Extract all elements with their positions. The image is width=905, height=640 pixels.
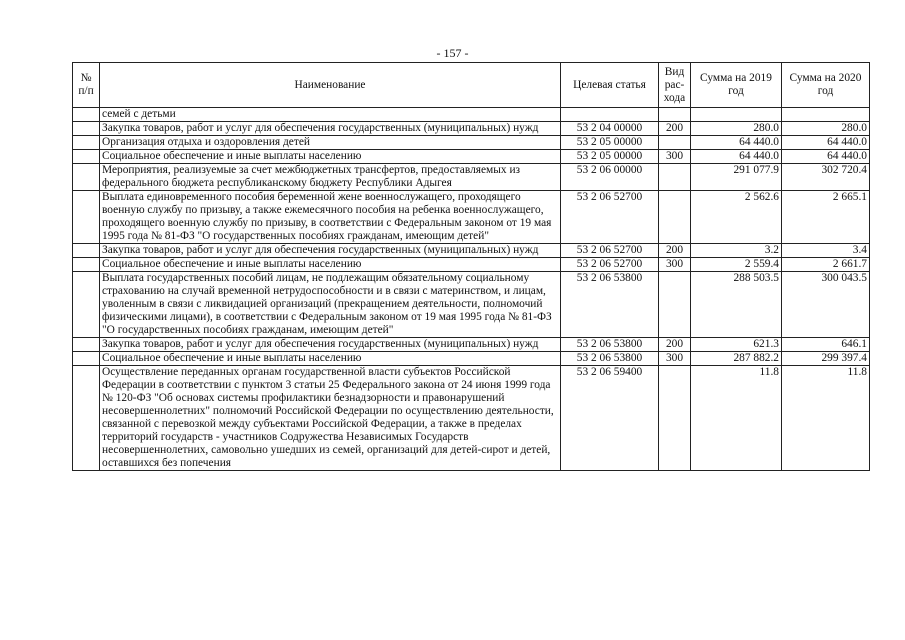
row-sum-2019-cell: 280.0 [691, 122, 782, 136]
row-vid-cell: 300 [659, 150, 691, 164]
row-sum-2020-cell: 64 440.0 [782, 150, 870, 164]
row-num-cell [73, 352, 100, 366]
row-sum-2019-cell: 291 077.9 [691, 164, 782, 191]
row-sum-2020-cell: 280.0 [782, 122, 870, 136]
row-code-cell: 53 2 05 00000 [561, 150, 659, 164]
row-code-cell: 53 2 06 52700 [561, 191, 659, 244]
table-row [73, 164, 870, 191]
header-vid: Вид рас-хода [659, 63, 691, 108]
row-num-cell [73, 136, 100, 150]
row-vid-cell: 200 [659, 122, 691, 136]
row-name-cell: семей с детьми [100, 108, 561, 122]
table-row [73, 272, 870, 338]
row-name-cell: Социальное обеспечение и иные выплаты населению [100, 150, 561, 164]
page-number: - 157 - [436, 46, 469, 60]
table-row [73, 352, 870, 366]
row-code-cell: 53 2 06 52700 [561, 258, 659, 272]
row-num-cell [73, 366, 100, 471]
row-code-cell: 53 2 06 53800 [561, 338, 659, 352]
table-row [73, 191, 870, 244]
row-vid-cell: 200 [659, 244, 691, 258]
row-name-cell: Выплата государственных пособий лицам, не подлежащим обязательному социальному страхованию на случай временной нетрудоспособности и в связи с материнством, и лицам, уволенным в связи с ликвидацией организаций (прекращением деятельности, полномочий физическими лицами), в соответствии с Федеральным законом от 19 мая 1995 года № 81-ФЗ "О государственных пособиях гражданам, имеющим детей" [100, 272, 561, 338]
row-name-cell: Закупка товаров, работ и услуг для обеспечения государственных (муниципальных) нужд [100, 338, 561, 352]
row-vid-cell [659, 191, 691, 244]
row-sum-2020-cell: 3.4 [782, 244, 870, 258]
row-sum-2020-cell: 299 397.4 [782, 352, 870, 366]
row-code-cell: 53 2 06 52700 [561, 244, 659, 258]
table-row [73, 136, 870, 150]
row-sum-2020-cell: 302 720.4 [782, 164, 870, 191]
row-num-cell [73, 272, 100, 338]
row-sum-2019-cell: 621.3 [691, 338, 782, 352]
row-code-cell: 53 2 06 00000 [561, 164, 659, 191]
row-code-cell: 53 2 04 00000 [561, 122, 659, 136]
budget-table [72, 62, 870, 471]
row-sum-2020-cell: 64 440.0 [782, 136, 870, 150]
row-vid-cell [659, 272, 691, 338]
header-num: № п/п [73, 63, 100, 108]
table-row [73, 150, 870, 164]
row-sum-2019-cell: 2 562.6 [691, 191, 782, 244]
header-code: Целевая статья [561, 63, 659, 108]
row-vid-cell [659, 108, 691, 122]
table-row [73, 244, 870, 258]
row-num-cell [73, 338, 100, 352]
row-vid-cell [659, 136, 691, 150]
row-name-cell: Осуществление переданных органам государственной власти субъектов Российской Федерации в соответствии с пунктом 3 статьи 25 Федерального закона от 24 июня 1999 года № 120-ФЗ "Об основах системы профилактики безнадзорности и правонарушений несовершеннолетних" полномочий Российской Федерации по осуществлению деятельности, связанной с перевозкой между субъектами Российской Федерации, а также в пределах территорий государств - участников Содружества Независимых Государств несовершеннолетних, самовольно ушедших из семей, организаций для детей-сирот и детей, оставшихся без попечения [100, 366, 561, 471]
row-num-cell [73, 122, 100, 136]
row-sum-2020-cell: 2 665.1 [782, 191, 870, 244]
row-name-cell: Закупка товаров, работ и услуг для обеспечения государственных (муниципальных) нужд [100, 122, 561, 136]
row-sum-2020-cell: 646.1 [782, 338, 870, 352]
row-name-cell: Социальное обеспечение и иные выплаты населению [100, 258, 561, 272]
table-row [73, 366, 870, 471]
row-num-cell [73, 258, 100, 272]
row-vid-cell: 200 [659, 338, 691, 352]
row-code-cell: 53 2 06 53800 [561, 272, 659, 338]
row-sum-2019-cell: 3.2 [691, 244, 782, 258]
row-code-cell: 53 2 05 00000 [561, 136, 659, 150]
row-name-cell: Мероприятия, реализуемые за счет межбюджетных трансфертов, предоставляемых из федерального бюджета республиканскому бюджету Республики Адыгея [100, 164, 561, 191]
row-code-cell [561, 108, 659, 122]
row-sum-2019-cell: 288 503.5 [691, 272, 782, 338]
table-row [73, 122, 870, 136]
row-sum-2019-cell [691, 108, 782, 122]
row-sum-2020-cell [782, 108, 870, 122]
row-code-cell: 53 2 06 53800 [561, 352, 659, 366]
row-sum-2019-cell: 64 440.0 [691, 136, 782, 150]
row-sum-2019-cell: 11.8 [691, 366, 782, 471]
row-name-cell: Выплата единовременного пособия беременной жене военнослужащего, проходящего военную службу по призыву, а также ежемесячного пособия на ребенка военнослужащего, проходящего военную службу по призыву, в соответствии с Федеральным законом от 19 мая 1995 года № 81-ФЗ "О государственных пособиях гражданам, имеющим детей" [100, 191, 561, 244]
row-vid-cell: 300 [659, 352, 691, 366]
row-vid-cell: 300 [659, 258, 691, 272]
table-row [73, 258, 870, 272]
header-sum-2019: Сумма на 2019 год [691, 63, 782, 108]
row-num-cell [73, 191, 100, 244]
header-name: Наименование [100, 63, 561, 108]
row-num-cell [73, 108, 100, 122]
row-name-cell: Организация отдыха и оздоровления детей [100, 136, 561, 150]
row-num-cell [73, 164, 100, 191]
row-vid-cell [659, 164, 691, 191]
row-code-cell: 53 2 06 59400 [561, 366, 659, 471]
row-sum-2019-cell: 287 882.2 [691, 352, 782, 366]
table-row [73, 338, 870, 352]
row-sum-2020-cell: 11.8 [782, 366, 870, 471]
row-sum-2019-cell: 2 559.4 [691, 258, 782, 272]
row-num-cell [73, 150, 100, 164]
row-vid-cell [659, 366, 691, 471]
row-sum-2020-cell: 2 661.7 [782, 258, 870, 272]
row-name-cell: Закупка товаров, работ и услуг для обеспечения государственных (муниципальных) нужд [100, 244, 561, 258]
row-sum-2019-cell: 64 440.0 [691, 150, 782, 164]
row-name-cell: Социальное обеспечение и иные выплаты населению [100, 352, 561, 366]
table-row [73, 108, 870, 122]
table-header-row [73, 63, 870, 108]
row-num-cell [73, 244, 100, 258]
row-sum-2020-cell: 300 043.5 [782, 272, 870, 338]
header-sum-2020: Сумма на 2020 год [782, 63, 870, 108]
